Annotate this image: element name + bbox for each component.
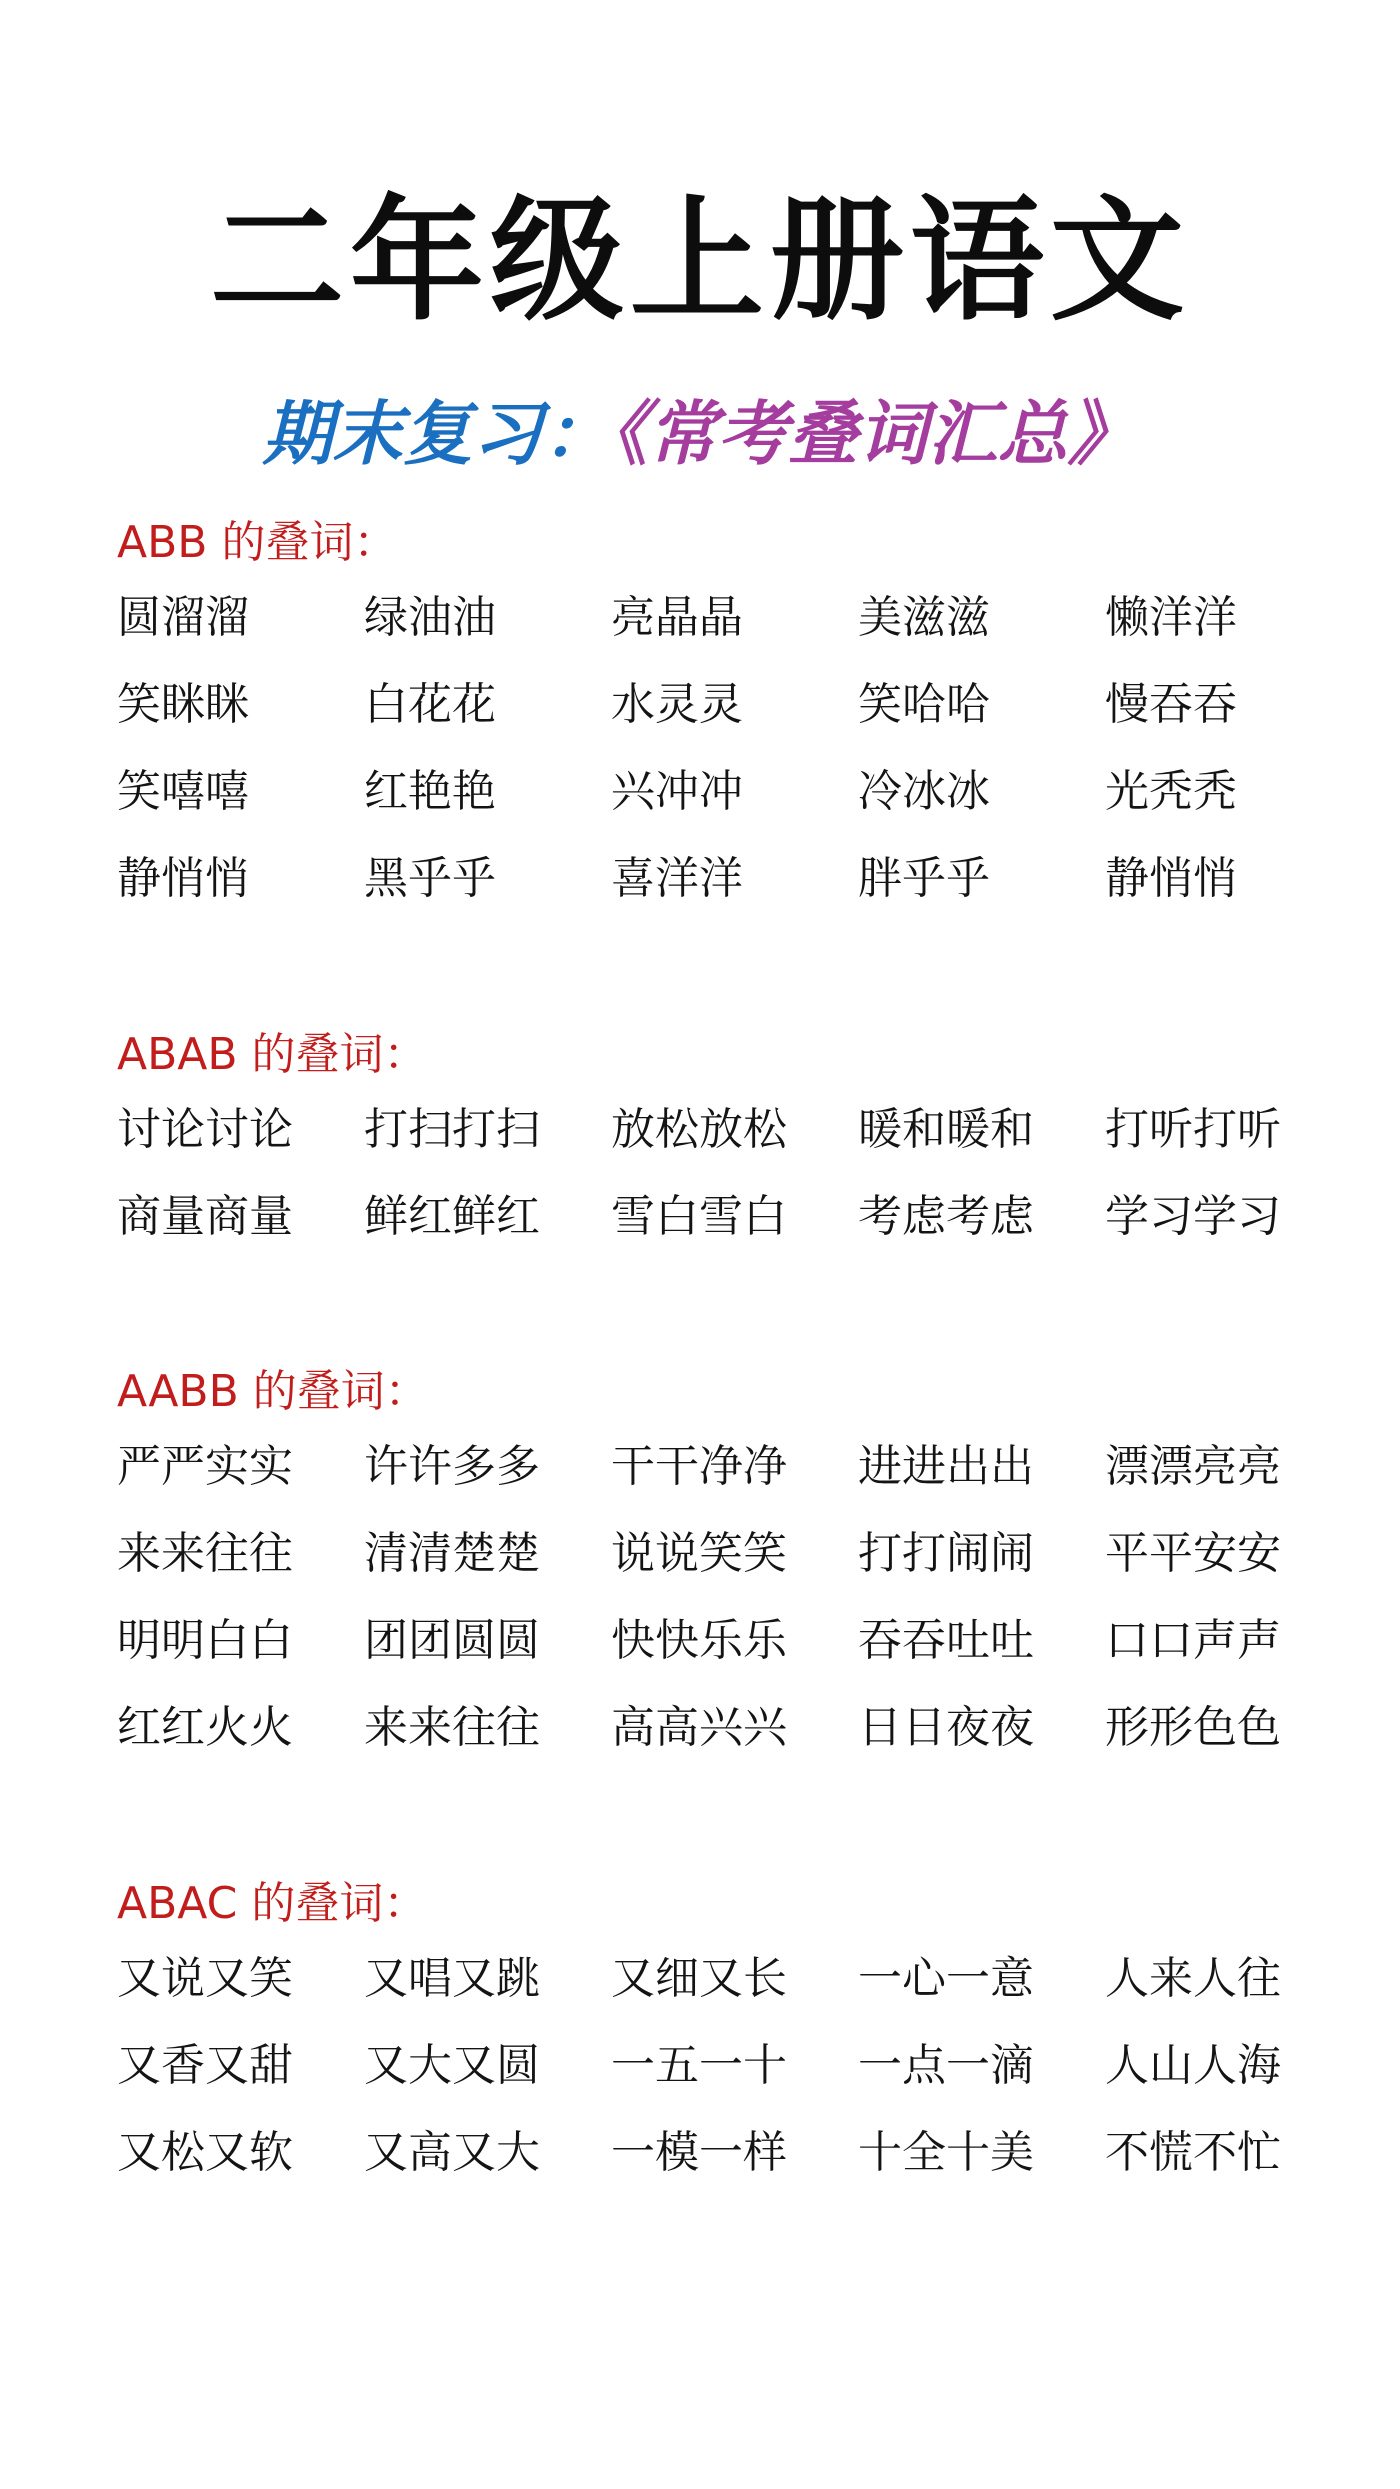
word-item: 绿油油 [364,592,496,643]
word-item: 一心一意 [858,1953,1034,2004]
word-item: 亮晶晶 [611,592,743,643]
word-item: 懒洋洋 [1105,592,1237,643]
page-subtitle [0,392,1400,476]
word-item: 高高兴兴 [611,1702,787,1753]
word-item: 干干净净 [611,1441,787,1492]
word-item: 又松又软 [117,2127,293,2178]
word-item: 放松放松 [611,1104,787,1155]
subtitle-prefix: 期末复习： [262,393,613,475]
subtitle-topic: 《常考叠词汇总》 [612,393,1138,475]
word-item: 又说又笑 [117,1953,293,2004]
word-item: 清清楚楚 [364,1528,540,1579]
word-item: 慢吞吞 [1105,679,1237,730]
word-item: 鲜红鲜红 [364,1191,540,1242]
word-item: 一点一滴 [858,2040,1034,2091]
word-item: 十全十美 [858,2127,1034,2178]
word-item: 兴冲冲 [611,766,743,817]
word-item: 打扫打扫 [364,1104,540,1155]
section-heading: AABB 的叠词： [117,1366,429,1417]
word-item: 进进出出 [858,1441,1034,1492]
word-item: 冷冰冰 [858,766,990,817]
word-item: 笑嘻嘻 [117,766,249,817]
word-item: 静悄悄 [1105,853,1237,904]
word-item: 一模一样 [611,2127,787,2178]
word-item: 光秃秃 [1105,766,1237,817]
word-item: 美滋滋 [858,592,990,643]
section-heading: ABAC 的叠词： [117,1878,428,1929]
word-item: 学习学习 [1105,1191,1281,1242]
word-item: 一五一十 [611,2040,787,2091]
word-item: 打打闹闹 [858,1528,1034,1579]
word-item: 来来往往 [117,1528,293,1579]
word-item: 口口声声 [1105,1615,1281,1666]
word-item: 又细又长 [611,1953,787,2004]
word-item: 考虑考虑 [858,1191,1034,1242]
word-item: 笑眯眯 [117,679,249,730]
word-item: 人来人往 [1105,1953,1281,2004]
word-item: 商量商量 [117,1191,293,1242]
section-heading: ABB 的叠词： [117,517,398,568]
word-item: 圆溜溜 [117,592,249,643]
word-item: 暖和暖和 [858,1104,1034,1155]
word-item: 喜洋洋 [611,853,743,904]
word-item: 说说笑笑 [611,1528,787,1579]
word-grid [117,1949,1317,2210]
word-item: 又唱又跳 [364,1953,540,2004]
word-item: 吞吞吐吐 [858,1615,1034,1666]
word-item: 笑哈哈 [858,679,990,730]
word-item: 来来往往 [364,1702,540,1753]
word-item: 红红火火 [117,1702,293,1753]
word-item: 不慌不忙 [1105,2127,1281,2178]
word-item: 团团圆圆 [364,1615,540,1666]
word-item: 形形色色 [1105,1702,1281,1753]
word-item: 水灵灵 [611,679,743,730]
word-item: 严严实实 [117,1441,293,1492]
word-item: 人山人海 [1105,2040,1281,2091]
word-item: 讨论讨论 [117,1104,293,1155]
section-aabb [117,1362,1317,1785]
word-item: 明明白白 [117,1615,293,1666]
word-item: 平平安安 [1105,1528,1281,1579]
word-item: 许许多多 [364,1441,540,1492]
word-item: 又香又甜 [117,2040,293,2091]
word-item: 又大又圆 [364,2040,540,2091]
section-abab [117,1025,1317,1274]
word-grid [117,1100,1317,1274]
word-item: 胖乎乎 [858,853,990,904]
word-item: 日日夜夜 [858,1702,1034,1753]
section-abb [117,513,1317,936]
word-item: 快快乐乐 [611,1615,787,1666]
word-item: 打听打听 [1105,1104,1281,1155]
word-item: 红艳艳 [364,766,496,817]
page-title: 二年级上册语文 [209,183,1190,339]
word-item: 静悄悄 [117,853,249,904]
word-item: 又高又大 [364,2127,540,2178]
word-item: 白花花 [364,679,496,730]
word-grid [117,588,1317,936]
word-grid [117,1437,1317,1785]
section-heading: ABAB 的叠词： [117,1029,428,1080]
word-item: 漂漂亮亮 [1105,1441,1281,1492]
word-item: 黑乎乎 [364,853,496,904]
word-item: 雪白雪白 [611,1191,787,1242]
section-abac [117,1874,1317,2210]
